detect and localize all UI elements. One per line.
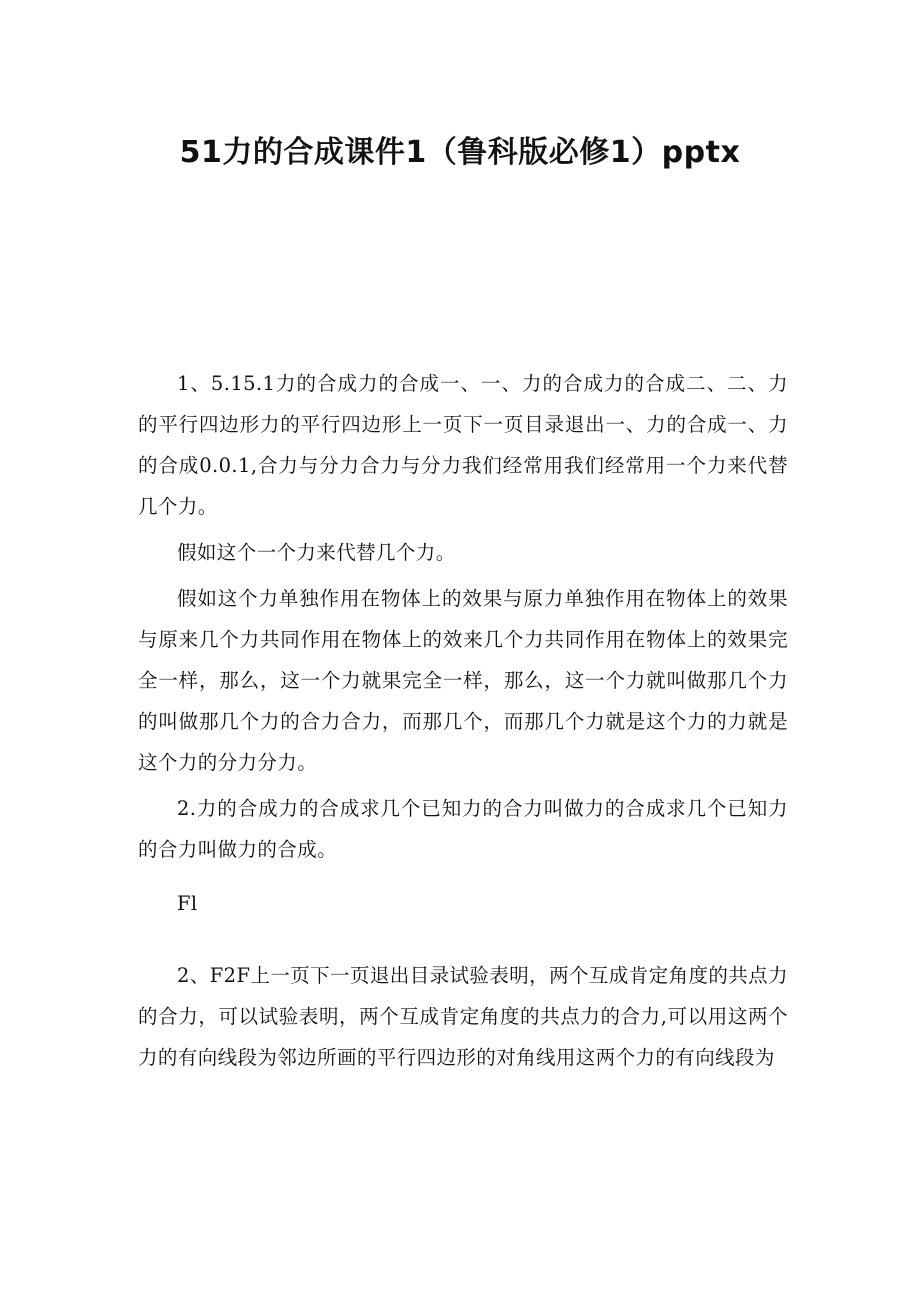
document-body	[138, 363, 788, 1105]
paragraph-6: 2、F2F上一页下一页退出目录试验表明，两个互成肯定角度的共点力的合力，可以试验表明，两个互成肯定角度的共点力的合力,可以用这两个力的有向线段为邻边所画的平行四边形的对角线用这两个力的有向线段为	[138, 964, 788, 1069]
paragraph-4: 2.力的合成力的合成求几个已知力的合力叫做力的合成求几个已知力的合力叫做力的合成。	[138, 797, 788, 861]
document-title: 51力的合成课件1（鲁科版必修1）pptx	[179, 135, 741, 170]
paragraph-2: 假如这个一个力来代替几个力。	[177, 541, 456, 564]
paragraph-3: 假如这个力单独作用在物体上的效果与原力单独作用在物体上的效果与原来几个力共同作用在物体上的效来几个力共同作用在物体上的效果完全一样，那么，这一个力就果完全一样，那么，这一个力就叫做那几个力的叫做那几个力的合力合力，而那几个，而那几个力就是这个力的力就是这个力的分力分力。	[138, 587, 788, 774]
paragraph-1: 1、5.15.1力的合成力的合成一、一、力的合成力的合成二、二、力的平行四边形力的平行四边形上一页下一页目录退出一、力的合成一、力的合成0.0.1,合力与分力合力与分力我们经常用我们经常用一个力来代替几个力。	[138, 372, 788, 518]
paragraph-5: Fl	[177, 892, 198, 915]
